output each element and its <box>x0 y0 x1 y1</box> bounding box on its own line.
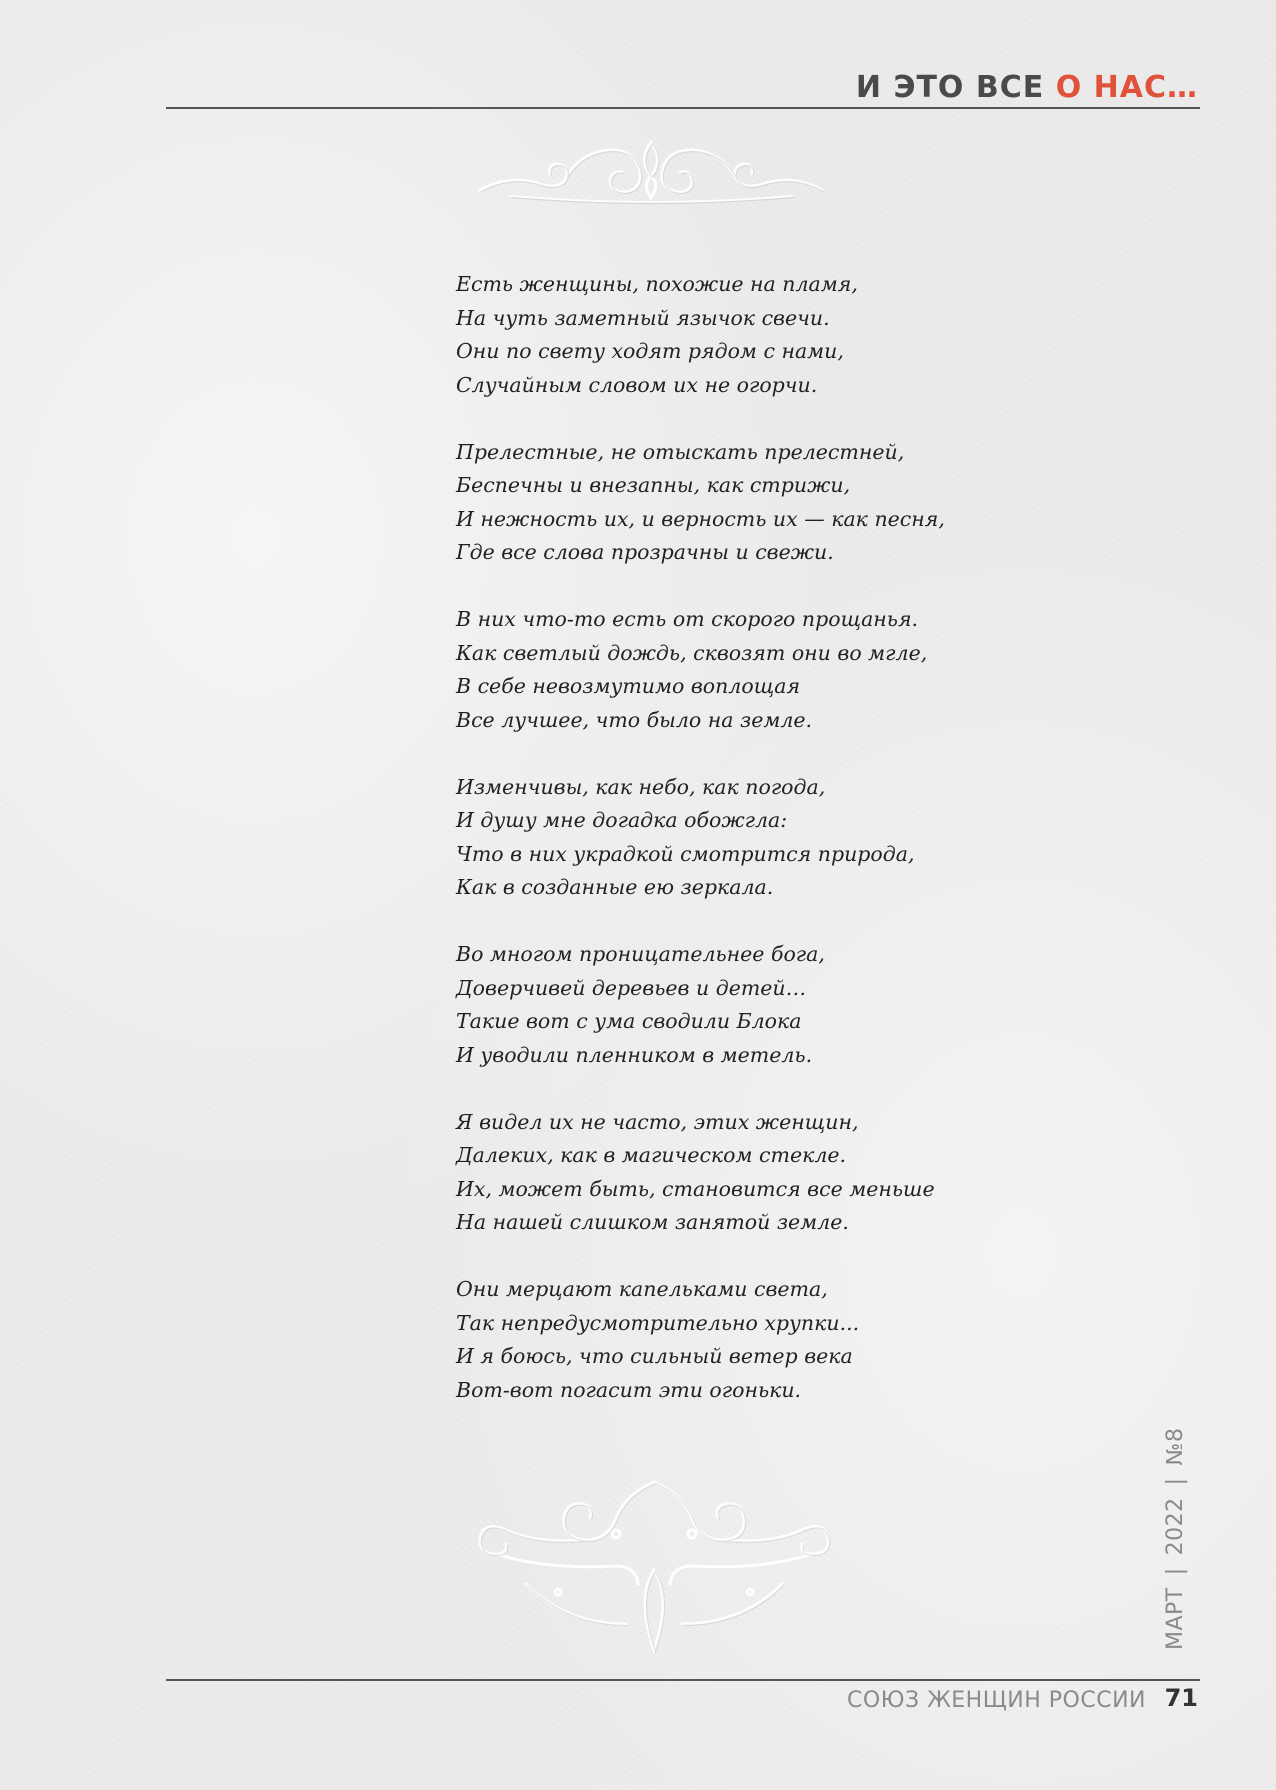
header-divider <box>166 107 1200 109</box>
poem-stanza <box>456 1273 976 1407</box>
poem <box>456 268 976 1441</box>
poem-stanza <box>456 268 976 402</box>
poem-line: Случайным словом их не огорчи. <box>456 372 818 397</box>
poem-stanza <box>456 1106 976 1240</box>
poem-stanza <box>456 771 976 905</box>
poem-line: Во многом проницательнее бога, <box>456 942 825 966</box>
poem-line: Далеких, как в магическом стекле. <box>456 1143 847 1167</box>
issue-separator: | <box>1163 1477 1188 1486</box>
poem-line: Вот-вот погасит эти огоньки. <box>456 1377 802 1402</box>
poem-line: И я боюсь, что сильный ветер века <box>456 1344 853 1368</box>
poem-line: Доверчивей деревьев и детей… <box>456 975 807 1000</box>
poem-line: Есть женщины, похожие на пламя, <box>456 272 858 296</box>
section-title <box>856 70 1198 105</box>
poem-line: Где все слова прозрачны и свежи. <box>456 540 834 564</box>
poem-line: Они мерцают капельками света, <box>456 1277 828 1301</box>
footer-divider <box>166 1679 1200 1681</box>
poem-line: Их, может быть, становится все меньше <box>456 1176 935 1201</box>
issue-separator: | <box>1163 1567 1188 1576</box>
poem-line: Они по свету ходят рядом с нами, <box>456 339 844 363</box>
page-number: 71 <box>1164 1684 1198 1712</box>
poem-line: На нашей слишком занятой земле. <box>456 1210 849 1234</box>
poem-line: В них что-то есть от скорого прощанья. <box>456 607 919 631</box>
poem-line: Беспечны и внезапны, как стрижи, <box>456 473 851 497</box>
section-title-accent: О НАС… <box>1055 70 1198 105</box>
poem-line: Изменчивы, как небо, как погода, <box>456 774 826 799</box>
poem-line: Так непредусмотрительно хрупки... <box>456 1310 860 1335</box>
issue-info-vertical <box>1163 1428 1188 1650</box>
poem-stanza <box>456 938 976 1072</box>
poem-line: Как в созданные ею зеркала. <box>456 875 774 899</box>
top-flourish-ornament <box>470 132 832 212</box>
poem-line: И нежность их, и верность их — как песня, <box>456 506 945 531</box>
poem-line: Что в них украдкой смотрится природа, <box>456 841 915 866</box>
poem-line: В себе невозмутимо воплощая <box>456 674 801 698</box>
issue-year: 2022 <box>1163 1497 1188 1556</box>
issue-month: МАРТ <box>1163 1587 1188 1650</box>
poem-line: Как светлый дождь, сквозят они во мгле, <box>456 640 928 665</box>
poem-stanza <box>456 436 976 570</box>
footer-organization: СОЮЗ ЖЕНЩИН РОССИИ <box>847 1688 1146 1713</box>
poem-line: Прелестные, не отыскать прелестней, <box>456 439 905 464</box>
poem-line: Такие вот с ума сводили Блока <box>456 1009 802 1033</box>
poem-line: И уводили пленником в метель. <box>456 1042 813 1067</box>
poem-line: На чуть заметный язычок свечи. <box>456 305 830 330</box>
section-title-main: И ЭТО ВСЕ <box>855 70 1056 105</box>
poem-line: Все лучшее, что было на земле. <box>456 707 813 732</box>
poem-line: Я видел их не часто, этих женщин, <box>456 1109 859 1134</box>
poem-stanza <box>456 603 976 737</box>
bottom-flourish-ornament <box>466 1474 842 1656</box>
poem-line: И душу мне догадка обожгла: <box>456 808 788 832</box>
issue-number: №8 <box>1163 1427 1188 1466</box>
